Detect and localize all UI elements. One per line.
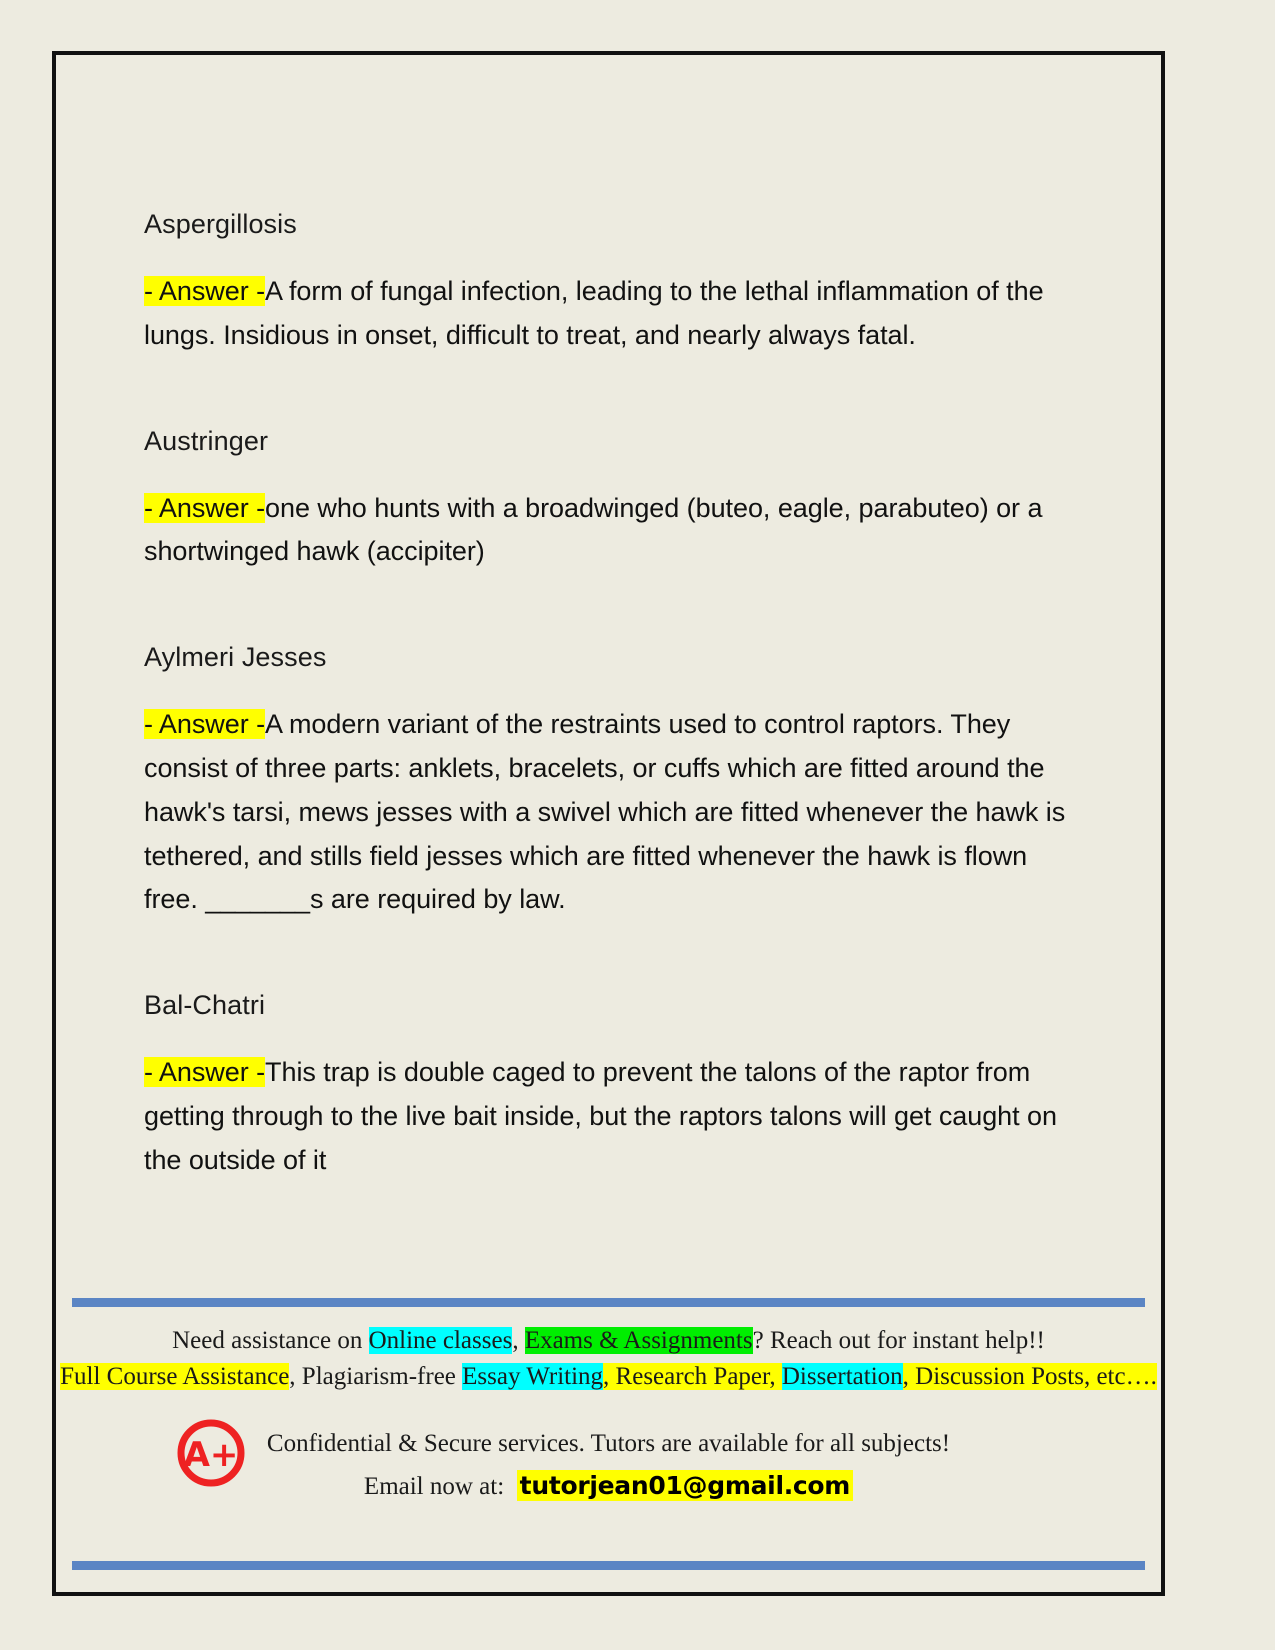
answer-label: - Answer - <box>144 492 266 523</box>
term-heading: Aspergillosis <box>144 209 297 239</box>
answer-paragraph <box>144 703 1084 922</box>
term-heading: Austringer <box>144 425 269 456</box>
answer-text: one who hunts with a broadwinged (buteo, eagle, parabuteo) or a shortwinged hawk (accipiter) <box>144 492 1043 567</box>
footer-text-part: , Plagiarism-free <box>289 1362 463 1390</box>
term-heading: Bal-Chatri <box>144 990 266 1021</box>
answer-text: A modern variant of the restraints used to control raptors. They consist of three parts: anklets, bracelets, or cuffs which are fitted around the hawk's tarsi, mews jesses with a swivel which are fitted whenever the hawk is tethered, and stills field jesses which are fitted whenever the hawk is flown free. _______s are required by law. <box>144 709 1066 915</box>
answer-text: This trap is double caged to prevent the talons of the raptor from getting through to the live bait inside, but the raptors talons will get caught on the outside of it <box>144 1057 1057 1175</box>
footer-text-part: , <box>512 1327 525 1354</box>
answer-label: - Answer - <box>144 709 266 740</box>
footer-line-services <box>56 1323 1161 1359</box>
footer-text-part: Need assistance on <box>172 1327 369 1354</box>
footer-divider-top <box>72 1298 1145 1307</box>
highlight-full-course-assistance: Full Course Assistance <box>60 1362 290 1390</box>
answer-text: A form of fungal infection, leading to the lethal inflammation of the lungs. Insidious in onset, difficult to treat, and nearly always fatal. <box>144 276 1044 350</box>
highlight-online-classes: Online classes <box>368 1327 513 1354</box>
footer-promo-text <box>56 1323 1161 1394</box>
answer-paragraph <box>144 1051 1084 1182</box>
promo-footer <box>56 1290 1161 1592</box>
footer-text-part: ? Reach out for instant help!! <box>752 1327 1045 1354</box>
footer-tagline: Confidential & Secure services. Tutors are available for all subjects! <box>266 1430 951 1457</box>
highlight-exams-assignments: Exams & Assignments <box>524 1327 753 1354</box>
email-prefix-label: Email now at: <box>363 1472 505 1500</box>
svg-text:A+: A+ <box>183 1435 239 1475</box>
footer-line-offerings <box>56 1359 1161 1395</box>
term-heading: Aylmeri Jesses <box>144 642 327 673</box>
answer-label: - Answer - <box>144 276 266 307</box>
answer-paragraph <box>144 270 1084 357</box>
footer-contact-block <box>56 1425 1161 1507</box>
answer-paragraph <box>144 487 1084 574</box>
highlight-dissertation: Dissertation <box>781 1362 903 1390</box>
email-address[interactable]: tutorjean01@gmail.com <box>517 1470 853 1501</box>
footer-email-row <box>56 1467 1161 1507</box>
document-page <box>52 51 1165 1596</box>
answer-label: - Answer - <box>144 1057 266 1088</box>
footer-divider-bottom <box>72 1561 1145 1570</box>
highlight-research-paper: , Research Paper, <box>603 1362 782 1390</box>
document-body <box>144 205 1084 1182</box>
highlight-essay-writing: Essay Writing <box>462 1362 604 1390</box>
highlight-discussion-posts: , Discussion Posts, etc…. <box>902 1362 1157 1390</box>
